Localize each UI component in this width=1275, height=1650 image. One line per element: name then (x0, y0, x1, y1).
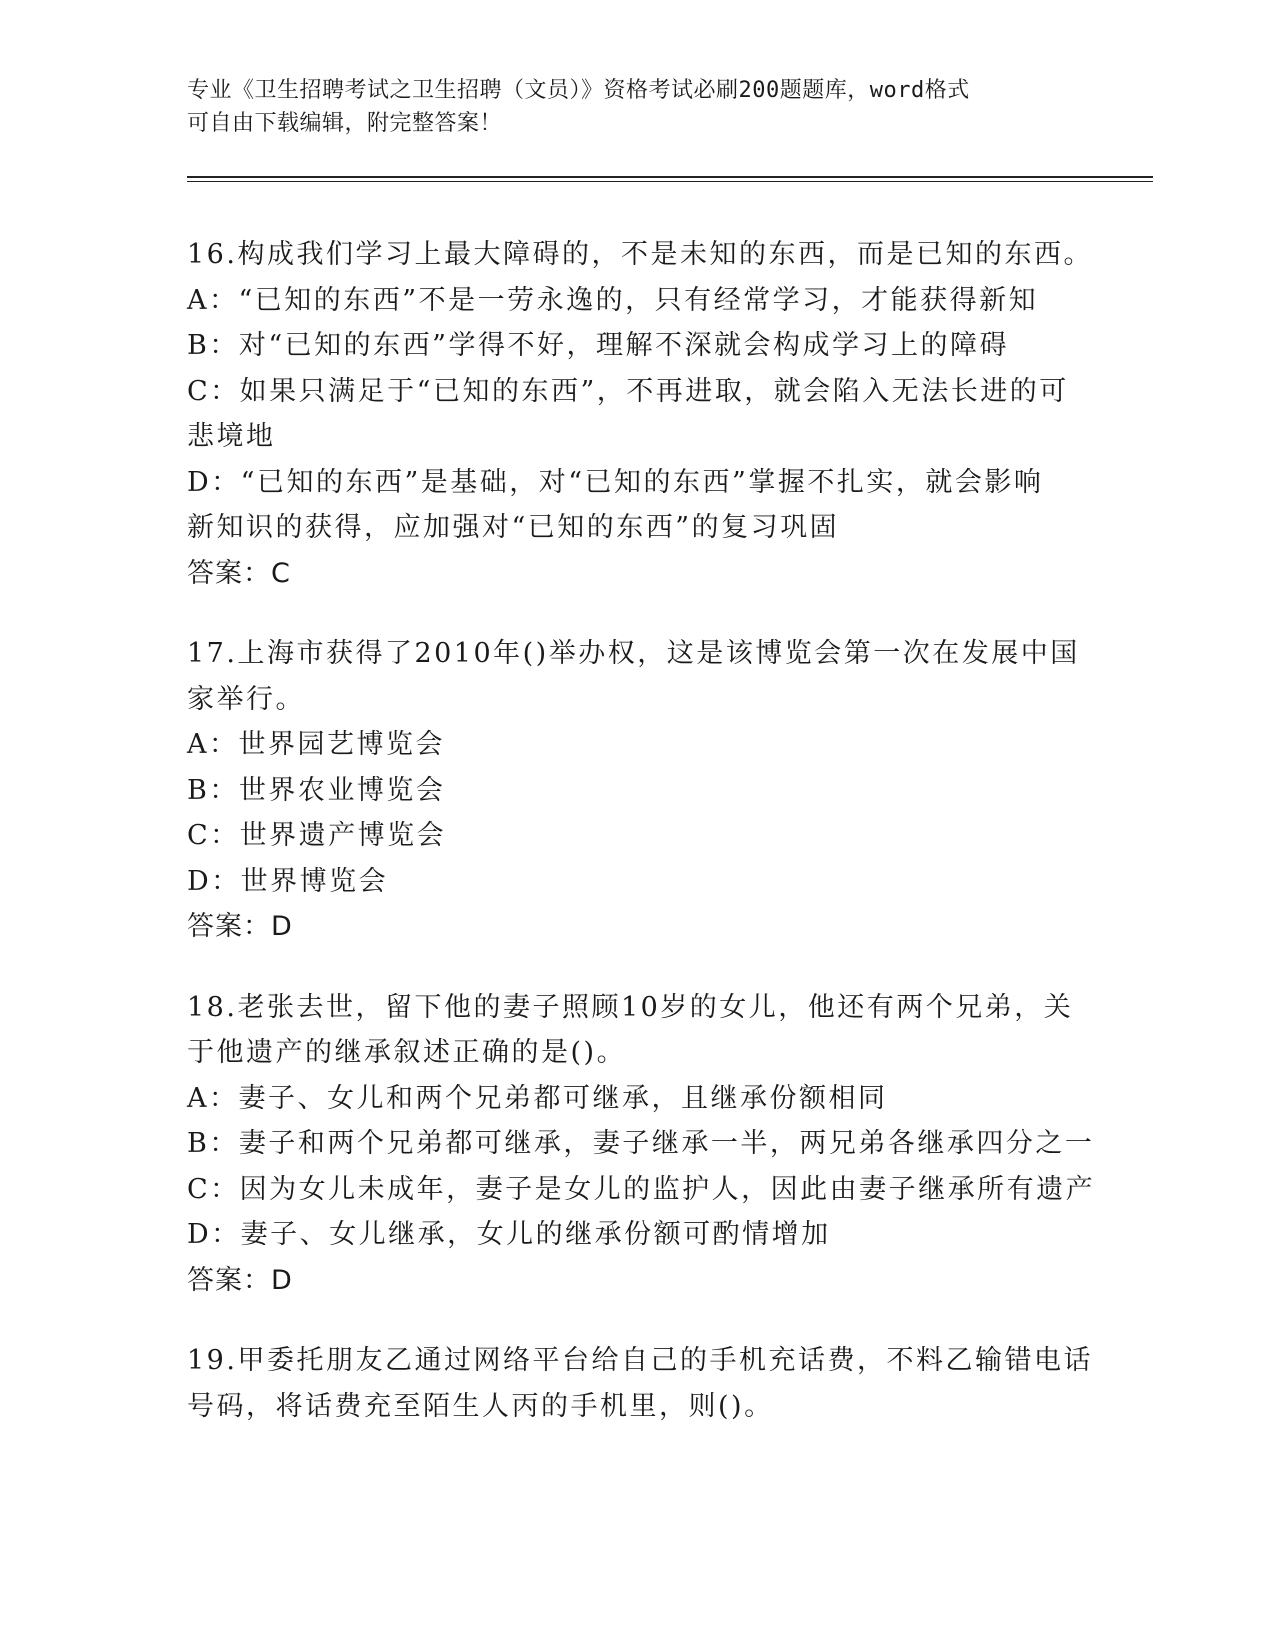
question-text-line: C：世界遗产博览会 (187, 820, 447, 851)
question-text-line: C：因为女儿未成年，妻子是女儿的监护人，因此由妻子继承所有遗产 (187, 1173, 1096, 1205)
question-text-line: A：“已知的东西”不是一劳永逸的，只有经常学习，才能获得新知 (187, 284, 1039, 316)
question-text-line: C：如果只满足于“已知的东西”，不再进取，就会陷入无法长进的可 (187, 375, 1069, 407)
question-text-line: 18.老张去世，留下他的妻子照顾10岁的女儿，他还有两个兄弟，关 (187, 991, 1074, 1023)
question-text-line: A：世界园艺博览会 (187, 729, 445, 760)
question-block (187, 1338, 1093, 1429)
document-page (187, 0, 1157, 1650)
question-text-line: A：妻子、女儿和两个兄弟都可继承，且继承份额相同 (187, 1082, 888, 1114)
question-text-line: D：世界博览会 (187, 865, 389, 897)
question-text-line: D：妻子、女儿继承，女儿的继承份额可酌情增加 (187, 1219, 831, 1250)
question-text-line: 家举行。 (187, 683, 305, 715)
question-block (187, 232, 1093, 596)
header-double-rule (187, 176, 1153, 182)
question-list (187, 232, 1096, 1464)
question-block (187, 985, 1096, 1304)
question-text-line: B：对“已知的东西”学得不好，理解不深就会构成学习上的障碍 (187, 330, 1009, 361)
document-header (187, 74, 1087, 140)
question-text-line: 16.构成我们学习上最大障碍的，不是未知的东西，而是已知的东西。 (187, 239, 1093, 270)
question-text-line: 于他遗产的继承叙述正确的是()。 (187, 1037, 627, 1068)
header-title-line-2: 可自由下载编辑，附完整答案！ (187, 111, 503, 136)
answer-line: 答案：D (187, 1264, 293, 1296)
question-text-line: 17.上海市获得了2010年()举办权，这是该博览会第一次在发展中国 (187, 638, 1080, 669)
question-text-line: B：世界农业博览会 (187, 774, 446, 806)
question-block (187, 631, 1087, 950)
question-text-line: 悲境地 (187, 421, 276, 452)
question-text-line: D：“已知的东西”是基础，对“已知的东西”掌握不扎实，就会影响 (187, 466, 1044, 498)
question-text-line: 19.甲委托朋友乙通过网络平台给自己的手机充话费，不料乙输错电话 (187, 1345, 1093, 1376)
question-text-line: B：妻子和两个兄弟都可继承，妻子继承一半，两兄弟各继承四分之一 (187, 1128, 1095, 1159)
question-text-line: 号码，将话费充至陌生人丙的手机里，则()。 (187, 1390, 774, 1422)
header-title-line-1: 专业《卫生招聘考试之卫生招聘（文员）》资格考试必刷200题题库，word格式 (187, 78, 970, 103)
answer-line: 答案：C (187, 557, 291, 589)
answer-line: 答案：D (187, 911, 293, 942)
question-text-line: 新知识的获得，应加强对“已知的东西”的复习巩固 (187, 512, 840, 543)
